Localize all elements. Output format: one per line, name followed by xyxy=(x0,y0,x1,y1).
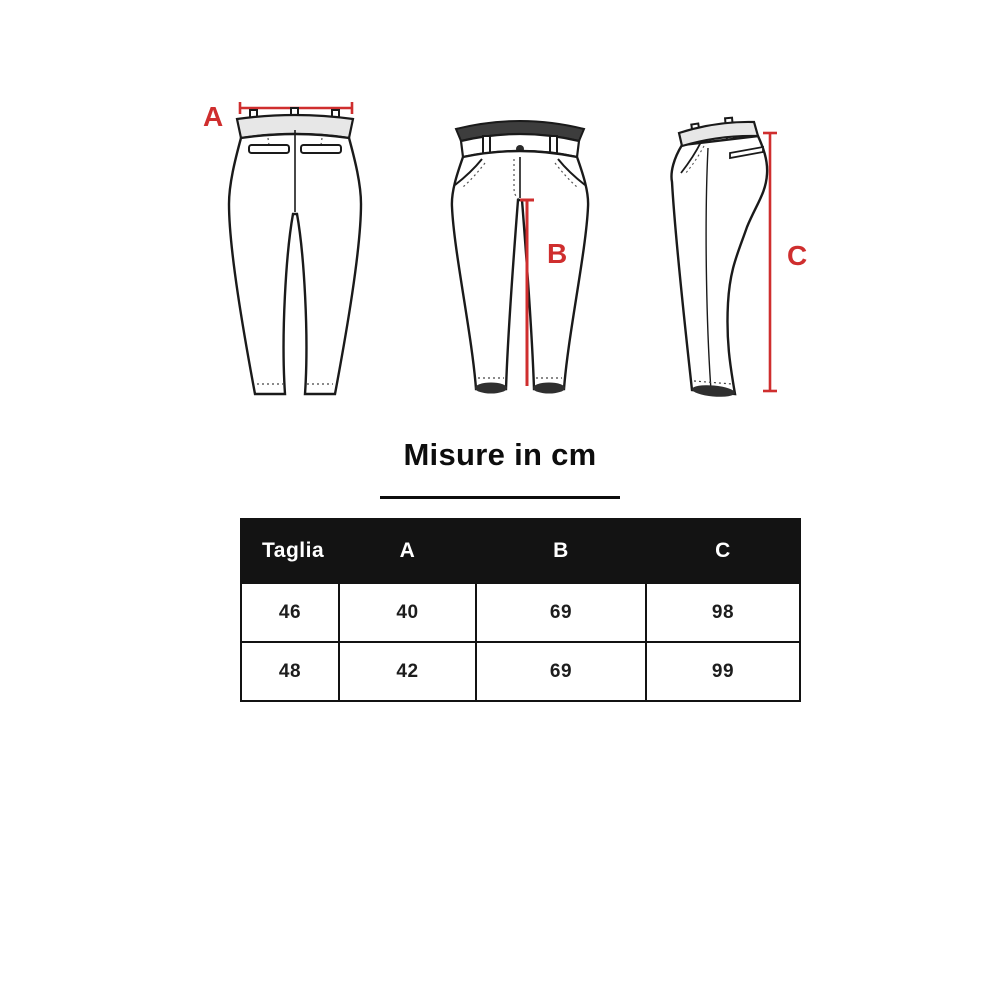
header-cell-taglia: Taglia xyxy=(241,519,339,583)
trousers-front-view-svg xyxy=(446,110,594,402)
cell-b: 69 xyxy=(476,642,646,701)
trousers-side-view-svg xyxy=(666,110,786,402)
measure-label-b: B xyxy=(547,238,568,269)
cell-a: 40 xyxy=(339,583,476,642)
header-cell-c: C xyxy=(646,519,800,583)
trousers-back-view-drawing xyxy=(222,98,368,403)
size-table xyxy=(240,518,801,702)
cell-b: 69 xyxy=(476,583,646,642)
measure-label-c: C xyxy=(787,240,808,271)
cell-size: 48 xyxy=(241,642,339,701)
title-underline xyxy=(380,496,620,499)
size-row-48 xyxy=(241,642,800,701)
header-cell-b: B xyxy=(476,519,646,583)
cell-c: 98 xyxy=(646,583,800,642)
size-row-46 xyxy=(241,583,800,642)
hem-openings xyxy=(475,383,565,394)
cell-size: 46 xyxy=(241,583,339,642)
cell-a: 42 xyxy=(339,642,476,701)
trouser-body xyxy=(671,136,767,394)
trousers-side-view-drawing xyxy=(666,110,786,402)
trousers-front-view-drawing xyxy=(446,110,594,402)
measure-label-a: A xyxy=(203,101,224,132)
trousers-back-view-svg xyxy=(222,98,368,403)
header-cell-a: A xyxy=(339,519,476,583)
size-table-header-row xyxy=(241,519,800,583)
cell-c: 99 xyxy=(646,642,800,701)
size-guide-title: Misure in cm xyxy=(403,437,597,472)
